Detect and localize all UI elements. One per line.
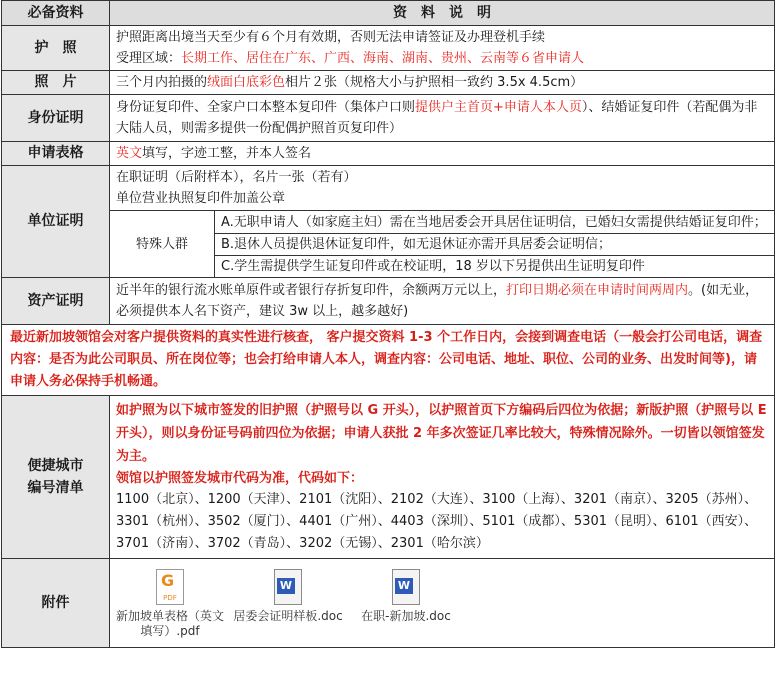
id-label: 身份证明 [2,95,110,142]
visa-requirements-table [1,0,775,648]
row-photo [2,71,775,95]
attachment-doc-employment[interactable] [350,569,462,639]
form-text: 填写，字迹工整，并本人签名 [142,146,312,161]
row-form [2,142,775,166]
attachments-files [110,559,775,648]
city-codes-intro: 领馆以护照签发城市代码为准，代码如下： [116,471,364,486]
employer-desc [110,166,775,278]
employer-line1: 在职证明（后附样本），名片一张（若有） [116,170,357,185]
attachment-name: 居委会证明样板.doc [233,609,343,623]
city-codes-list: 1100（北京）、1200（天津）、2101（沈阳）、2102（大连）、3100（上海）、3201（南京）、3205（苏州）、3301（杭州）、3502（厦门）、4401（广州）、4403（深圳）、5101（成都）、5301（昆明）、6101（西安）、3701（济南）、3702（青岛）、3202（无锡）、2301（哈尔滨） [116,492,758,551]
special-item-a: A.无职申请人（如家庭主妇）需在当地居委会开具居住证明信，已婚妇女需提供结婚证复印件； [215,212,774,234]
id-text-a: 身份证复印件、全家户口本整本复印件（集体户口则 [116,100,416,115]
special-groups [110,210,774,278]
assets-label: 资产证明 [2,278,110,325]
row-id [2,95,775,142]
passport-region-list: 长期工作、居住在广东、广西、海南、湖南、贵州、云南等６省申请人 [181,51,585,66]
photo-highlight: 绒面白底彩色 [207,75,286,90]
employer-line2: 单位营业执照复印件加盖公章 [116,191,286,206]
special-item-b: B.退休人员提供退休证复印件，如无退休证亦需开具居委会证明信； [215,234,774,256]
pdf-file-icon: G PDF [156,569,184,605]
assets-desc [110,278,775,325]
assets-text-a: 近半年的银行流水账单原件或者银行存折复印件，余额两万元以上， [116,283,507,298]
form-desc [110,142,775,166]
photo-label: 照 片 [2,71,110,95]
passport-desc [110,26,775,71]
verification-notice: 最近新加坡领馆会对客户提供资料的真实性进行核查， 客户提交资料 1-3 个工作日内，会接到调查电话（一般会打公司电话，调查内容：是否为此公司职员、所在岗位等；也会打给申请人本人，调查内容：公司电话、地址、职位、公司的业务、出发时间等)，请申请人务必保持手机畅通。 [2,325,775,396]
id-highlight: 提供户主首页+申请人本人页 [415,100,582,115]
passport-region-prefix: 受理区域： [116,51,182,66]
word-file-icon: W [392,569,420,605]
passport-label: 护 照 [2,26,110,71]
employer-label: 单位证明 [2,166,110,278]
photo-text-suffix: 相片２张（规格大小与护照相一致约 3.5x 4.5cm） [285,75,584,90]
attachment-name: 在职-新加坡.doc [361,609,451,623]
city-codes-label: 便捷城市 编号清单 [2,396,110,559]
attachment-doc-committee[interactable] [232,569,344,639]
attachment-name: 新加坡单表格（英文填写）.pdf [115,609,224,638]
photo-text-prefix: 三个月内拍摄的 [116,75,208,90]
attachments-label: 附件 [2,559,110,648]
attachment-pdf-form[interactable] [114,569,226,639]
passport-line1: 护照距离出境当天至少有６个月有效期，否则无法申请签证及办理登机手续 [116,30,546,45]
row-city-codes [2,396,775,559]
city-codes-desc [110,396,775,559]
row-employer [2,166,775,278]
row-notice [2,325,775,396]
city-codes-rule: 如护照为以下城市签发的旧护照（护照号以 G 开头），以护照首页下方编码后四位为依据；新版护照（护照号以 E 开头），则以身份证号码前四位为依据；申请人获批 2 年多次签证几率比较大，特殊情况除外。一切皆以领馆签发为主。 [116,403,767,464]
id-text-b: ）、结婚证复印件（若配偶为非大陆人员，则需多提供一份配偶护照首页复印件） [116,100,758,136]
row-passport [2,26,775,71]
special-item-c: C.学生需提供学生证复印件或在校证明，18 岁以下另提供出生证明复印件 [221,259,645,274]
header-required-docs: 必备资料 [2,1,110,26]
photo-desc [110,71,775,95]
assets-highlight: 打印日期必须在申请时间两周内 [506,283,689,298]
header-description: 资 料 说 明 [110,1,775,26]
row-attachments [2,559,775,648]
id-desc [110,95,775,142]
row-assets [2,278,775,325]
special-groups-list [215,211,774,278]
form-highlight: 英文 [116,146,143,161]
assets-text-b: 。(如无业，必须提供本人名下资产，建议 3w 以上，越多越好) [116,283,759,319]
table-header [2,1,775,26]
word-file-icon: W [274,569,302,605]
passport-line2 [116,48,768,69]
special-groups-label: 特殊人群 [110,211,215,278]
form-label: 申请表格 [2,142,110,166]
